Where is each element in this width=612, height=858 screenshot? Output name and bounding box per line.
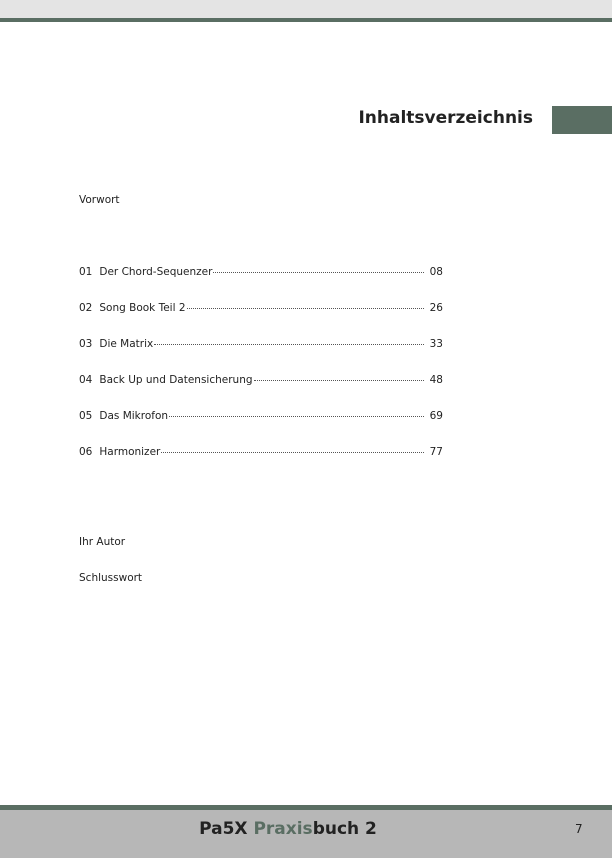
book-title bbox=[0, 819, 576, 839]
toc-chapter-number: 01 bbox=[79, 266, 93, 278]
toc-row[interactable] bbox=[79, 266, 443, 278]
page-number: 7 bbox=[575, 822, 583, 836]
toc-row[interactable] bbox=[79, 446, 443, 458]
toc-page-number: 26 bbox=[429, 302, 443, 314]
toc-chapter-title: Song Book Teil 2 bbox=[99, 302, 186, 314]
book-title-part-2: buch 2 bbox=[312, 819, 377, 839]
toc-leader-dots bbox=[161, 450, 423, 453]
toc-page-number: 33 bbox=[429, 338, 443, 350]
toc-page-number: 77 bbox=[429, 446, 443, 458]
toc-row[interactable] bbox=[79, 302, 443, 314]
toc-entry-foreword[interactable]: Vorwort bbox=[79, 194, 120, 206]
header-rule bbox=[0, 18, 612, 22]
toc-chapter-title: Back Up und Datensicherung bbox=[99, 374, 253, 386]
toc-entry-afterword[interactable]: Schlusswort bbox=[79, 572, 143, 584]
toc-row[interactable] bbox=[79, 374, 443, 386]
toc-page-number: 48 bbox=[429, 374, 443, 386]
toc-chapter-number: 03 bbox=[79, 338, 93, 350]
book-title-accent: Praxis bbox=[253, 819, 313, 839]
toc-row[interactable] bbox=[79, 338, 443, 350]
toc-chapter-number: 06 bbox=[79, 446, 93, 458]
toc-page-number: 69 bbox=[429, 410, 443, 422]
toc-chapter-title: Der Chord-Sequenzer bbox=[99, 266, 213, 278]
toc-row[interactable] bbox=[79, 410, 443, 422]
toc-entry-author[interactable]: Ihr Autor bbox=[79, 536, 126, 548]
header-band bbox=[0, 0, 612, 18]
toc-leader-dots bbox=[154, 342, 423, 345]
book-title-part-1: Pa5X bbox=[199, 819, 254, 839]
toc-chapter-number: 05 bbox=[79, 410, 93, 422]
toc-leader-dots bbox=[254, 378, 424, 381]
toc-chapter-number: 04 bbox=[79, 374, 93, 386]
toc-chapter-title: Harmonizer bbox=[99, 446, 161, 458]
toc-chapter-title: Die Matrix bbox=[99, 338, 154, 350]
toc-leader-dots bbox=[213, 270, 423, 273]
toc-leader-dots bbox=[187, 306, 424, 309]
toc-page-number: 08 bbox=[429, 266, 443, 278]
toc-chapter-number: 02 bbox=[79, 302, 93, 314]
page-title: Inhaltsverzeichnis bbox=[358, 108, 533, 128]
chapter-tab-marker bbox=[552, 106, 612, 134]
toc-chapter-title: Das Mikrofon bbox=[99, 410, 169, 422]
toc-leader-dots bbox=[169, 414, 424, 417]
